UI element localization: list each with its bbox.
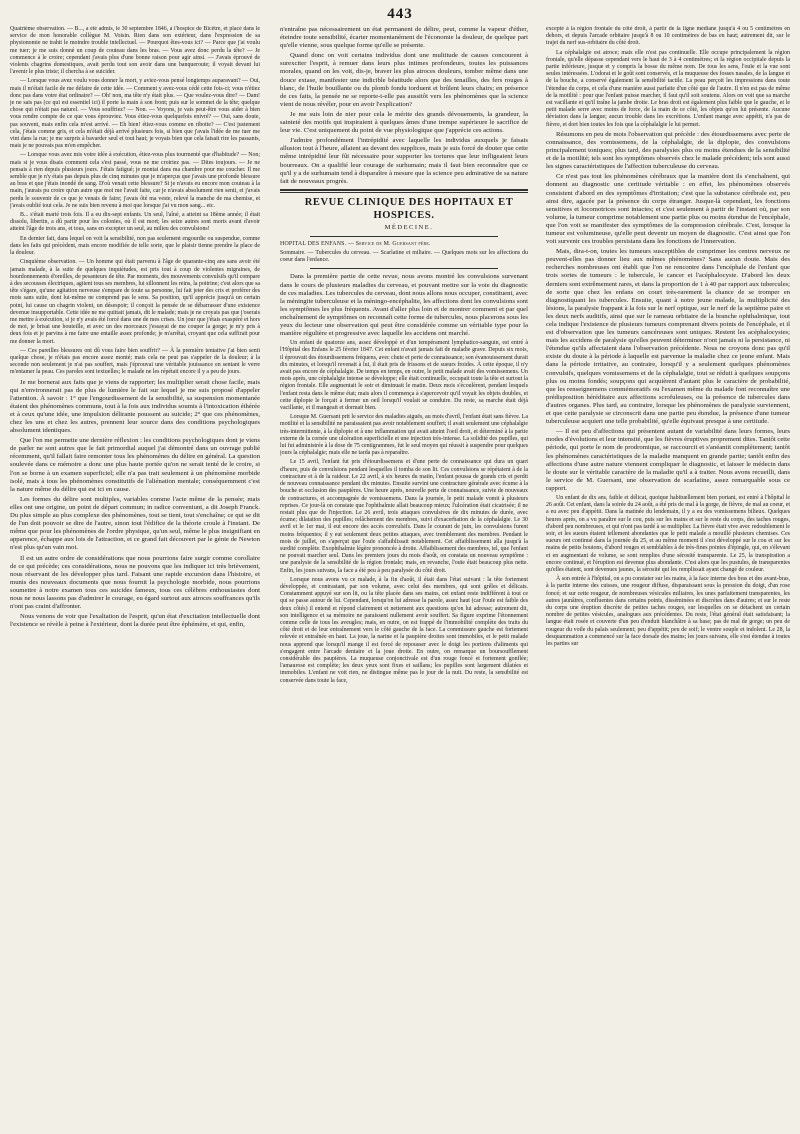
paragraph: Les formes du délire sont multiples, variables comme l'acte même de la pensée; mais elles ont une origine, un point de départ commun; in radice conveniunt, a dit Joseph Franck. Du plus simple au plus complexe des phénomènes, tout se tient, tout s'enchaîne; ce qui se dit de l'un doit pouvoir se dire de l'autre, sinon tout l'édifice de la théorie croule à l'instant. De même que pour les phénomènes de l'ordre physique, qu'un seul, même le plus insignifiant en apparence, échappe aux lois de l'attraction, et ce grand fait découvert par le génie de Newton n'est plus qu'un vain mot.	[10, 495, 260, 552]
page-number: 443	[387, 6, 413, 22]
section-subtitle: MÉDECINE.	[384, 223, 434, 231]
column-left	[10, 26, 260, 1126]
paragraph: Un enfant de dix ans, faible et délicat, quoique habituellement bien portant, est entré à l'hôpital le 26 août. Cet enfant, dans la soirée du 24 août, a été pris de mal à la gorge, de fièvre, de mal au coeur, et a eu avec peu d'appétit. Dans la matinée du lendemain, il y a eu des vomissemens bilieux. Quelques heures après, on a vu paraître sur le cou, puis sur les mains et sur le reste du corps, des taches rouges, d'abord peu nombreuses, et qui n'ont pas tardé à se multiplier. La fièvre était vive avec redoublement le soir, et les sueurs étaient tellement abondantes que le petit malade a mouillé plusieurs chemises. Ces sueurs ont continué dans la journée du 25, et au même moment il s'est développé sur le cou et sur les mains de petits boutons, d'abord rouges et semblables à de très-fines pointes d'épingle, qui, en s'élevant et en augmentant de volume, se sont remplies d'une sérosité transparente. Le 25, la transpiration a encore continué, et l'éruption est devenue plus abondante. C'est alors que les pustules, de transparentes qu'elles étaient, sont devenues jaunes, la sérosité qui les remplissait ayant changé de couleur.	[546, 494, 790, 573]
paragraph: En dernier fait, dans lequel on voit la sensibilité, non pas seulement engourdie ou suspendue, comme dans les faits qui précèdent, mais encore modifiée de telle sorte, que le plaisir tienne prendre la place de la douleur.	[10, 235, 260, 257]
paragraph: La céphalalgie est atroce; mais elle n'est pas continuelle. Elle occupe principalement la région frontale, qu'elle dépasse cependant vers le haut de 3 à 4 centimètres; et la région occipitale depuis la partie inférieure, jusque et y compris la bosse du même nom. De tous les sens, l'ouïe et la vue sont seules intéressées. L'odorat et le goût sont conservés, et la muqueuse des fosses nasales, de la langue et de la bouche, a conservé également la sensibilité tactile. La peau perçoit les impressions dans toute l'étendue du corps, et cela d'une manière aussi parfaite d'un côté que de l'autre. Il n'en est pas de même de la motilité : pour que l'enfant puisse marcher, il faut qu'il soit soutenu. Alors on voit que sa marche est vacillante et qu'il traîne la jambe droite. Le bras droit est également plus faible que le gauche, et le petit malade serre avec moins de force, de la main de ce côté, les objets qu'on lui présente. Aucune déviation dans la langue; aucun trouble dans les excrétions. L'enfant mange avec appétit, n'a pas de fièvre, et dort bien toutes les fois que la céphalalgie le lui permet.	[546, 49, 790, 128]
paragraph: Nous venons de voir que l'exaltation de l'esprit, qu'un état d'excitation intellectuelle dont l'existence se révèle à peine à l'extérieur, dont la durée peut être éphémère, et qui, enfin,	[10, 613, 260, 629]
paragraph: Lorsque nous avons vu ce malade, à la fin d'août, il était dans l'état suivant : la tête fortement développée, et contrastant, par son volume, avec celui des membres, qui sont grêles et délicats. Constamment appuyé sur son lit, ou la tête placée dans ses mains, cet enfant reste indifférent à tout ce qui se passe autour de lui. Cependant, lorsqu'on lui adresse la parole, assez haut (car l'ouïe est faible des deux côtés) il entend et répond clairement et nettement aux questions qu'on lui adresse; autrement dit, son intelligence et sa mémoire ne paraissent nullement avoir souffert. Sa figure exprime l'étonnement comme celle de tous les aveugles; mais, en outre, on est frappé de l'immobilité complète des traits du côté droit et de leur entraînement vers le côté gauche de la face. La commissure gauche est fortement relevée et entraînée en haut. La joue, la narine et la paupière droites sont immobiles, et le petit malade nous apprend que lorsqu'il mange il est forcé de repousser avec le doigt les portions d'aliments qui s'engagent entre l'arcade dentaire et la joue droite. En outre, on remarque un boursoufflement considérable des paupières. La muqueuse conjonctivale est d'un rouge foncé et fortement gonflée; l'amaurose est complète; les deux yeux sont fixes et saillans; les pupilles sont largement dilatées et immobiles. L'enfant ne voit rien, ne distingue même pas le jour de la nuit. Du reste, la sensibilité est conservée dans toute la face,	[280, 576, 528, 684]
paragraph: Cinquième observation. — Un homme qui était parvenu à l'âge de quarante-cinq ans sans avoir été jamais malade, à la suite de quelques inquiétudes, est pris tout à coup de violentes migraines, de bourdonnements d'oreilles, de pesanteurs de tête. Par moments, des mouvements convulsifs qu'il compare à des secousses électriques, agitent tous ses membres, lui sillonnent les reins, la poitrine; c'est alors que sa tête s'égare, qu'une agitation nerveuse s'empare de toute sa personne, lui fait jeter des cris et proférer des mots sans suite, dont lui-même ne comprend pas le sens. Sa position, qu'il apprécie jusqu'à un certain point, lui cause un chagrin violent, un désespoir; il conçoit la pensée de se débarrasser d'une existence devenue insupportable. Cette idée ne me quittait jamais, dit le malade; mais je ne croyais pas que j'oserais me mettre à exécution, si je n'y avais été forcé dans une de mes crises. Un jour que j'étais exaspéré et hors de moi, je brisai une bouteille, et avec un des morceaux j'essayai de me couper la gorge; je m'y pris à deux fois et je parvins à me faire une entaille assez profonde; je m'arrêtai, croyant que cela suffirait pour me donner la mort.	[10, 259, 260, 345]
summary: Sommaire. — Tubercules du cerveau. — Scarlatine et miliaire. — Quelques mots sur les affections du coeur dans l'enfance.	[280, 250, 528, 264]
paragraph: Que l'on me permette une dernière réflexion : les conditions psychologiques dont je viens de parler ne sont autres que le fait primordial auquel j'ai démontré dans un ouvrage publié récemment, qu'il fallait faire remonter tous les phénomènes du délire en général. La question soulevée dans ce mémoire a donc une plus haute portée qu'on ne serait tenté de le croire, si l'on se borne à un examen superficiel; elle n'a pas trait seulement à un phénomène morbide isolé, mais à tous les phénomènes constitutifs de l'aliénation mentale; conséquemment c'est la nature même du délire qui est ici en cause.	[10, 437, 260, 493]
paragraph: Je me bornerai aux faits que je viens de rapporter; les multiplier serait chose facile, mais qui n'environnerait pas de plus de lumière le fait sur lequel je me suis proposé d'appeler l'attention. À savoir : 1° que l'engourdissement de la sensibilité, sa suspension momentanée étaient des phénomènes communs, tout à la fois aux individus soumis à l'intoxication éthérée et à ceux qu'une idée, une impulsion délirante poussent au suicide; 2° que ces phénomènes, chez les uns et chez les autres, prennent leur source dans des conditions psychologiques absolument identiques.	[10, 378, 260, 435]
divider	[310, 268, 498, 269]
paragraph: À son entrée à l'hôpital, on a pu constater sur les mains, à la face interne des bras et des avant-bras, à la partie interne des cuisses, une rougeur diffuse, disparaissant sous la pression du doigt, d'un rose foncé; et sur cette rougeur, de nombreuses vésicules miliaires, les unes parfaitement transparentes, les autres jaunâtres, confluentes dans certains points, disséminées et discrètes dans d'autres; et sur le reste du corps une éruption discrète de petites taches rouges, sur lesquelles on se détachent un certain nombre de petites vésicules, analogues aux précédentes. Du reste, l'état général était satisfaisant; la langue était rosée et couverte d'un peu d'enduit blanchâtre à sa base; pas de mal de gorge; un peu de rougeur du voile du palais seulement; peu d'appétit; peu de soif; le ventre souple et indolent. Le 28, la desquammation a commencé sur la face dorsale des mains; les jours suivans, elle s'est étendue à toutes les parties sur	[546, 576, 790, 648]
paragraph: Lorsque M. Guersant prit le service des maladies aiguës, au mois d'avril, l'enfant était sans fièvre. La motilité et la sensibilité ne paraissaient pas avoir notablement souffert; il avait seulement une céphalalgie très-intermittente, à la diplopie et à une inflammation qui avait atteint l'oeil droit, et déterminé à la partie externe de la cornée une ulcération superficielle et une injection très-intense. La solidité des pupilles, qui lui fut administrée à la dose de 75 centigrammes, fut le seul moyen qui réussit à suspendre pour quelques jours la céphalalgie; mais elle ne tarda pas à reparaître.	[280, 414, 528, 457]
hospital-heading: HOPITAL DES ENFANS. — Service de M. Guersant père.	[280, 240, 431, 247]
paragraph: Je me suis loin de nier pour cela le mérite des grands dévouements, la grandeur, la sainteté des motifs qui inspiraient à quelques âmes d'une trempe supérieure le sacrifice de leur vie. C'est uniquement du point de vue physiologique que j'apprécie ces actions.	[280, 110, 528, 135]
section-title: REVUE CLINIQUE DES HOPITAUX ET HOSPICES.	[304, 196, 514, 221]
paragraph: — Lorsque vous avez mis votre idée à exécution, étiez-vous plus tourmenté que d'habitude? — Non; mais si je vous disais comment cela s'est passé, vous ne me croiriez pas. — Dites toujours. — Je ne pensais à rien depuis plusieurs jours. J'étais fatigué; je montai dans ma chambre pour me coucher. Il me semble que je n'y étais pas depuis plus de cinq minutes que je m'aperçus que j'avais une profonde blessure au bras et que j'étais inondé de sang. D'où venait cette blessure? Si je n'avais eu encore mon couteau à la main, j'aurais pu croire qu'un autre que moi me l'avait faite, car je n'avais absolument rien senti, et j'avais perdu le souvenir de ce que je venais de faire; j'avais ôté ma veste, relevé la manche de ma chemise, et j'avais oublié tout cela. Je ne suis bien revenu à moi que lorsque j'ai vu mon sang... etc.	[10, 152, 260, 209]
paragraph: — Ces pareilles blessures ont dû vous faire bien souffrir? — À la première tentative j'ai bien senti quelque chose, je n'étais pas encore assez monté; mais cela ne peut pas s'appeler de la douleur; à la seconde non seulement je n'ai pas souffert, mais j'éprouvai une véritable jouissance en sentant le verre m'entamer la peau. Ces paroles sont textuelles; le malade ne les répétait encore il y a peu de jours.	[10, 347, 260, 376]
paragraph: Résumons en peu de mots l'observation qui précède : des étourdissemens avec perte de connaissance, des vomissemens, de la céphalalgie, de la diplopie, des convulsions principalement toniques; plus tard, des paralysies plus ou moins étendues de la sensibilité et de la motilité; tels sont les symptômes observés chez le malade précédent; tels sont aussi les signes caractéristiques de l'affection tuberculeuse du cerveau.	[546, 130, 790, 171]
paragraph: Il est un autre ordre de considérations que nous pourrions faire surgir comme corollaire de ce qui précède; ces considérations, nous ne pouvons que les indiquer ici très brièvement, nous réservant de les développer plus tard. Faisant une rapide excursion dans l'histoire, et munis des nouveaux documents que nous fournit la psychologie morbide, nous pourrions soumettre à notre examen tous ces suicides fameux, tous ces célèbres enthousiastes dont nous ne nous lassons pas d'admirer le courage, eu égard surtout aux atroces souffrances qu'ils n'ont pas craint d'affronter.	[10, 554, 260, 611]
paragraph: J'admire profondément l'intrépidité avec laquelle les individus auxquels je faisais allusion tout à l'heure, allaient au devant des supplices, mais je suis forcé de douter que cette même intrépidité leur fût nécessaire pour supporter les tortures que leur infligeaient leurs bourreaux. On a qualifié leur courage de surhumain; mais il faut bien reconnaître que ce qu'il y a de surhumain tend à disparaître à mesure que la science peu admirative de sa nature fait de nouveaux progrès.	[280, 137, 528, 185]
paragraph: Mais, dira-t-on, toutes les tumeurs susceptibles de comprimer les centres nerveux ne peuvent-elles pas donner lieu aux mêmes phénomènes? Sans aucun doute. Mais des recherches nombreuses ont établi que l'on ne rencontre dans l'encéphale de l'enfant que trois sortes de tumeurs : le tubercule, le cancer et l'acéphalocyste. D'abord les deux derniers sont extrêmement rares, et dans la proportion de 1 à 40 par rapport aux tubercules; de sorte que chez les enfans on court très-rarement la chance de se tromper en diagnostiquant les tubercules. Ensuite, quant à notre jeune malade, la multiplicité des lésions, la paralysie frappant à la fois sur le nerf optique, sur le nerf de la septième paire et les deux nerfs auditifs, ainsi que sur le rameau orbitaire de la branche ophthalmique, tout cela indique l'existence de plusieurs tumeurs comprenant divers points de l'encéphale, et il est d'observation que les tumeurs cancéreuses sont uniques. Restent les acéphalocystes; mais les accidens de paralysie qu'elles peuvent déterminer n'ont jamais ni la persistance, ni l'étendue qu'ils affectaient dans l'observation précédente. Nous ne croyons donc pas qu'il existe du doute à la période à laquelle est parvenue la maladie chez ce jeune enfant. Mais dans la période irritative, au contraire, lorsqu'il y a seulement quelques phénomènes convulsifs, quelques vomissemens et de la céphalalgie, tout se réduit à quelques soupçons plus ou moins fondés; soupçons qui acquièrent d'autant plus le caractère de probabilité, que les renseignemens commémoratifs ou l'examen même du malade font reconnaître une prédisposition héréditaire aux affections scrofuleuses, ou la présence de tubercules dans d'autres organes. Plus tard, au contraire, lorsque les phénomènes de paralysie surviennent, et que cette paralysie se circonscrit dans une partie peu étendue, la présence d'une tumeur tuberculeuse acquiert une telle probabilité, qu'elle équivaut presque à une certitude.	[546, 248, 790, 426]
column-right	[546, 26, 790, 1126]
paragraph: — Il est peu d'affections qui présentent autant de variabilité dans leurs formes, leurs modes d'évolutions et leur intensité, que les fièvres éruptives proprement dites. Tantôt cette période, qui porte le nom de prodromique, se raccourcit et s'anéantit complètement; tantôt les phénomènes caractéristiques de la maladie manquent en grande partie; tantôt enfin des affections d'une autre nature viennent compliquer le diagnostic, et laisser le médecin dans le doute sur le véritable caractère de la maladie qu'il a à traiter. Nous avons recueilli, dans le service de M. Guersant, une observation de scarlatine, assez remarquable sous ce rapport.	[546, 428, 790, 492]
paragraph: excepté à la région frontale du côté droit, à partir de la ligne médiane jusqu'à 4 ou 5 centimètres en dehors, et depuis l'arcade orbitaire jusqu'à 8 ou 10 centimètres de bas en haut; autrement dit, sur le trajet du nerf sus-orbitaire du côté droit.	[546, 26, 790, 47]
paragraph: Dans la première partie de cette revue, nous avons montré les convulsions survenant dans le cours de plusieurs maladies du cerveau, et pouvant mettre sur la voie du diagnostic de ces maladies. Les tubercules du cerveau, dont nous allons nous occuper, constituent, avec la méningite tuberculeuse et la méningo-encéphalite, les affections dont les convulsions sont les symptômes les plus fréquents. Avant d'aller plus loin et de montrer comment et par quel enchaînement de symptômes on reconnaît cette forme de tubercules, nous placerons sous les yeux du lecteur une observation qui peut être considérée comme un véritable type pour la manière régulière et progressive avec laquelle les accidens ont marché.	[280, 273, 528, 338]
paragraph: Quatrième observation. — B..., a été admis, le 30 septembre 1846, à l'hospice de Bicêtre, et placé dans le service de mon honorable collègue M. Voisin. Rien dans son extérieur, dans l'expression de sa physionomie ne trahit le moindre trouble intellectuel. — Pourquoi êtes-vous ici? — Parce que j'ai voulu me tuer; je me suis donné un coup de couteau dans les bras. — Vous avez donc perdu la tête? — Je commence à le croire; cependant j'avais plus d'une bonne raison pour agir ainsi. — J'avais éprouvé de violents chagrins domestiques, avait perdu tout son avoir dans une banqueroute; il voyait devant lui l'avenir le plus triste; il chercha à se suicider.	[10, 26, 260, 76]
paragraph: Le 15 avril, l'enfant fut pris d'étourdissemens et d'une perte de connaissance qui dura un quart d'heure, puis de convulsions pendant lesquelles il tomba de son lit. Ces convulsions se répétaient à de la contracture et à de la raideur. Le 22 avril, à six heures du matin, l'enfant poussa de grands cris et perdit de nouveau connaissance pendant dix minutes. Ensuite survint une contracture générale avec écume à la bouche et occlusion des paupières. Une heure après, nouvelle perte de connaissance, suivie de nouveaux de contractures, et accompagnée de vomissemens. Dans la journée, le petit malade vomit à plusieurs reprises. Ce jour-là on constate que l'ophthalmie allait beaucoup mieux; l'ulcération était cicatrisée; il ne restait plus que de l'injection. Le 26 avril, trois attaques convulsives de dix minutes de durée, avec écume; dilatation des pupilles; relâchement des membres, suivi d'exacerbation de la céphalalgie. Le 30 avril et le 1er mai, il eut encore des accès convulsifs. Dans le courant de juin, les convulsions furent moins fréquentes; il y eut seulement deux petites attaques, avec tremblement des membres. Pendant le mois de juillet, on s'aperçut que l'ouïe s'affaiblissait notablement. Cet affaiblissement alla jusqu'à la surdité complète. Exophthalmie légère prononcée à droite. Affaiblissement des membres, tel, que l'enfant ne pouvait marcher seul. Dans les premiers jours du mois d'août, on constata un nouveau symptôme : une paralysie de la sensibilité de la région frontale; mais, en revanche, l'ouïe était beaucoup plus nette. Enfin, les jours suivans, la face a été peu à peu paralysée du côté droit.	[280, 459, 528, 574]
paragraph: B... s'était marié trois fois. Il a eu dix-sept enfants. Un seul, l'aîné, a atteint sa 18ème année; il était dissolu, libertin, a dû partir pour les colonies, où il est mort; les seize autres sont morts avant d'avoir atteint l'âge de trois ans, et tous, sans en excepter un seul, au milieu des convulsions!	[10, 212, 260, 233]
divider	[310, 236, 498, 237]
paragraph: Ce n'est pas tout les phénomènes cérébraux que la manière dont ils s'enchaînent, qui donnent au diagnostic une certitude véritable : en effet, les phénomènes observés consistent d'abord en des symptômes d'irritation; c'est que la substance cérébrale est, peu ainsi dire, agacée par la présence du corps étranger. Jusque-là cependant, les fonctions sensitives et locomotrices sont intactes; et c'est seulement à partir de l'instant où, par son volume, la tumeur comprime notablement une partie plus ou moins étendue de l'encéphale, que l'on voit se manifester des symptômes de la compression cérébrale. C'est, lorsque la tumeur est volumineuse, qu'elle peut devenir un moyen de diagnostic. C'est ainsi que l'on voit survenir ces troubles persistans dans les fonctions de l'innervation.	[546, 173, 790, 246]
column-middle	[280, 26, 528, 1126]
paragraph: — Lorsque vous avez voulu vous donner la mort, y aviez-vous pensé longtemps auparavant? — Oui, mais il m'était facile de me défaire de cette idée. — Comment y avez-vous cédé cette fois-ci; vous n'étiez donc pas dans votre état ordinaire? — Oh! non, ma tête n'y était plus. — Que voulez-vous dire? — Dam! je ne sais pas (ce qui est essentiel ici) il porte la main à son front; puis sur le sommet de la tête; quelque chose qui n'était pas naturel. — Vous souffriez? — Non. — Voyons, je vais peut-être vous aider à bien vous rendre compte de ce que vous éprouviez. Vous étiez-vous quelquefois enivré? — Oui, sans doute, pas souvent, mais enfin cela m'est arrivé. — Eh bien! étiez-vous comme en ribotte? — C'est justement cela, j'étais comme gris, et cela m'était déjà arrivé plusieurs fois, si bien que j'avais l'idée de me tuer me vint dans la rue; je me surpris à bavarder seul et tout haut; je voyais bien que cela faisait rire les passants, mais je ne pouvais pas m'en empêcher.	[10, 78, 260, 150]
paragraph: n'entraîne pas nécessairement un état permanent de délire, peut, comme la vapeur d'éther, éteindre toute sensibilité, écarter momentanément de l'économie la douleur, de quelque part qu'elle vienne, sous quelque forme qu'elle se présente.	[280, 26, 528, 50]
section-divider	[280, 189, 528, 193]
paragraph: Quand donc on voit certains individus dont une multitude de causes concourent à surexciter l'esprit, à remuer dans leurs plus intimes profondeurs, toutes les puissances morales, quand on les voit, dis-je, braver les plus atroces douleurs, tomber même dans une douce extase, manifester une indicible béatitude alors que des tenailles, des fers rouges à blanc, de l'huile bouillante ou du plomb fondu torduent et brûlent leurs chairs; en présence de ces faits, la pensée ne se reporte-t-elle pas aussitôt vers les phénomènes que la science vient de nous révéler, pour en avoir l'explication?	[280, 52, 528, 108]
paragraph: Un enfant de quatorze ans, assez développé et d'un tempérament lymphatico-sanguin, est entré à l'Hôpital des Enfans le 25 février 1847. Cet enfant n'avait jamais fait de maladie grave. Depuis six mois, il éprouvait des étourdissemens fréquens, avec chute et perte de connaissance; son évanouissement durait dix minutes, et lorsqu'il revenait à lui, il était pris de frissons et de sueurs froides. À cette époque, il n'y avait pas encore de céphalalgie. De temps en temps, en outre, le petit malade avait des vomissemens. Un mois après, une céphalalgie intense se développe; elle était continuelle, occupait toute la tête et surtout la région frontale. Elle augmentait le soir et diminuait le matin. Deux mois s'écoulèrent, pendant lesquels l'enfant resta dans le même état; mais alors il commença à s'apercevoir qu'il voyait les objets doubles, et cette diplopie le forçait à fermer un oeil lorsqu'il voulait se conduire. Du reste, sa marche était déjà vacillante, et il mangeait et dormait bien.	[280, 340, 528, 412]
